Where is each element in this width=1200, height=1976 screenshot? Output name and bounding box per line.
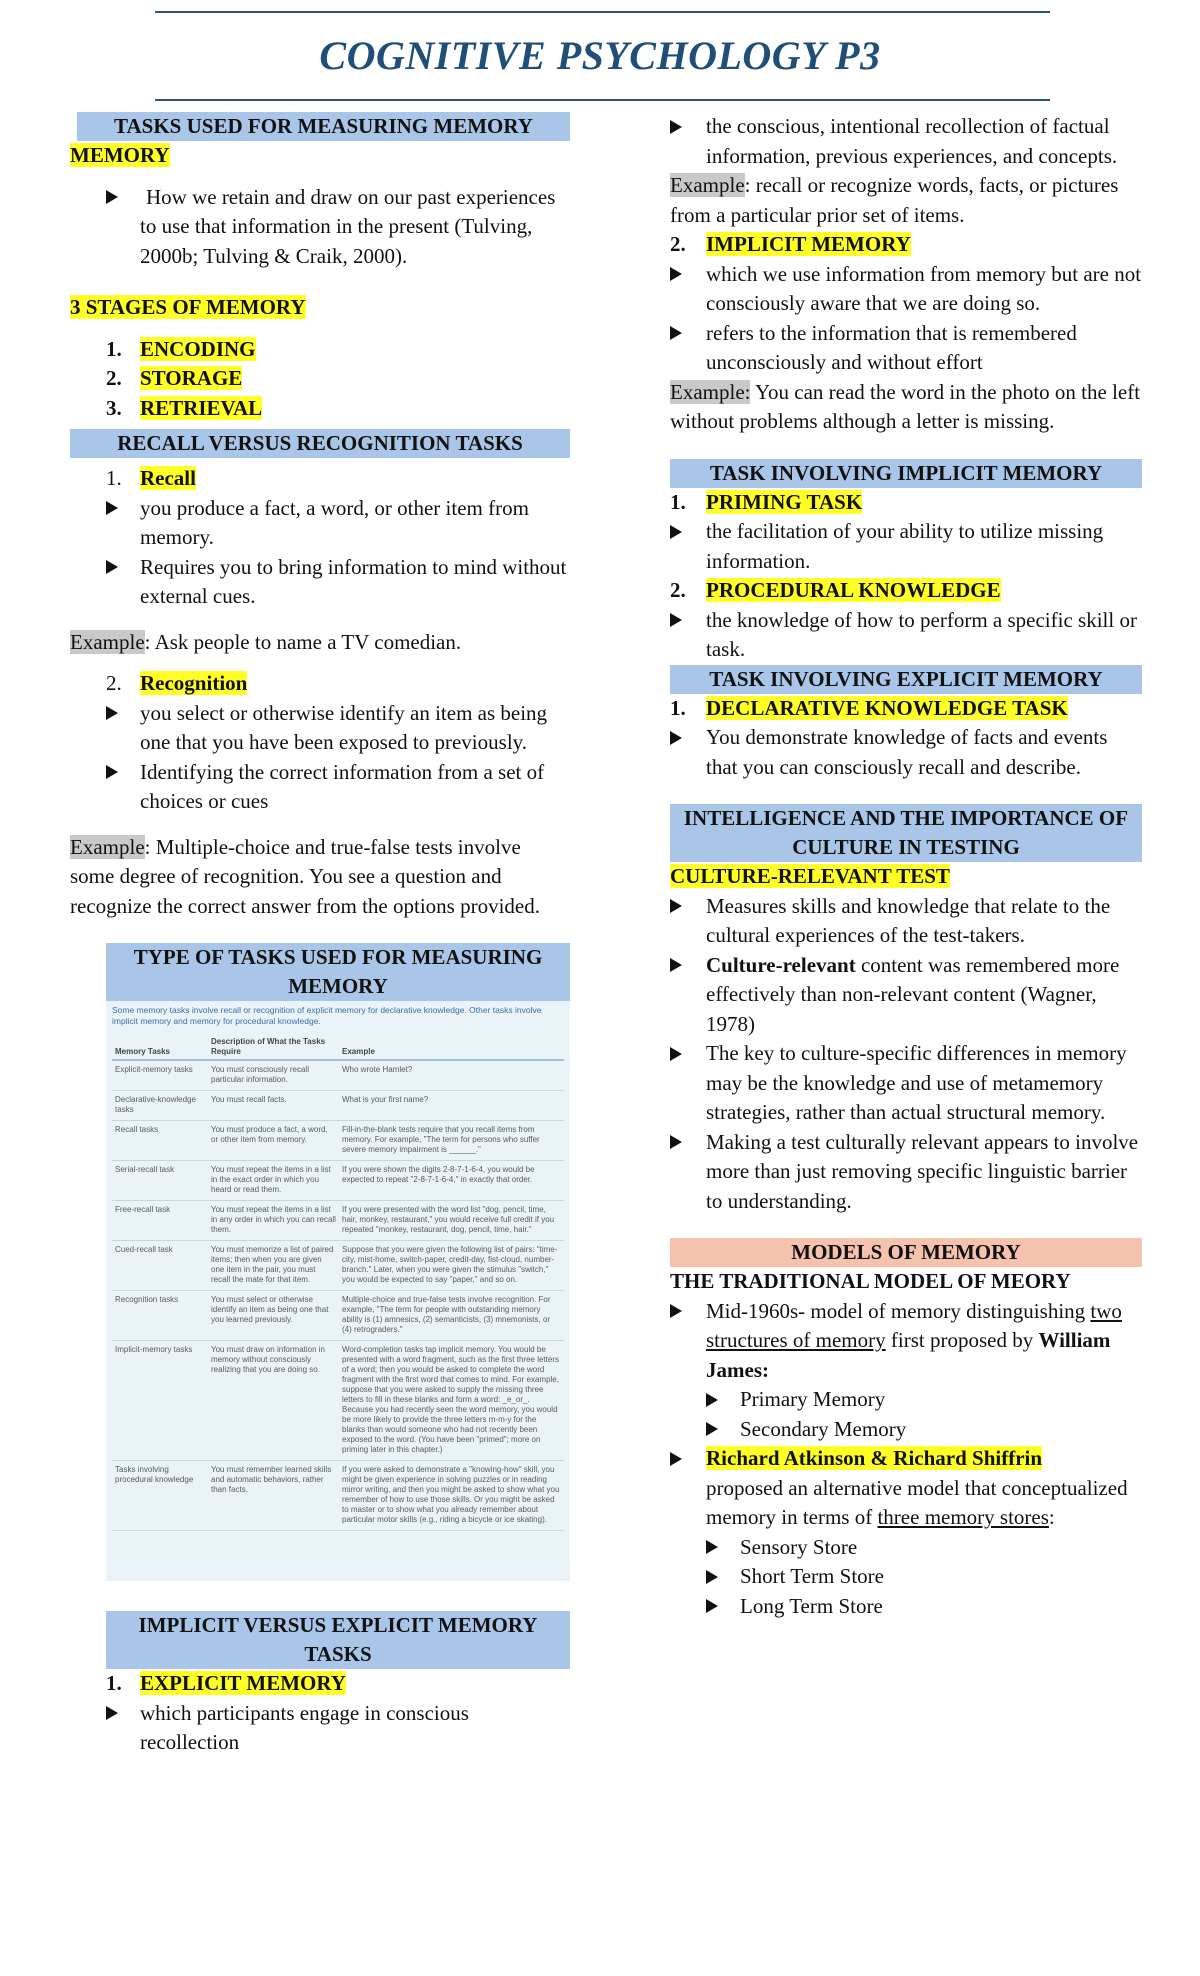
section-heading-implicit-vs-explicit: IMPLICIT VERSUS EXPLICIT MEMORY TASKS <box>106 1611 570 1669</box>
arrow-bullet-icon <box>106 699 118 729</box>
table-row <box>112 1341 564 1461</box>
table-row <box>112 1091 564 1121</box>
explicit-memory-item: 1. EXPLICIT MEMORY <box>106 1671 346 1695</box>
table-cell: You must consciously recall particular information. <box>208 1060 339 1091</box>
atkinson-sub-item-text: Long Term Store <box>740 1593 883 1618</box>
declarative-bullet: You demonstrate knowledge of facts and events that you can consciously recall and describe. <box>670 723 1142 782</box>
stage-label: ENCODING <box>140 336 256 361</box>
arrow-bullet-icon <box>670 1039 682 1069</box>
table-cell: You must select or otherwise identify an item as being one that you learned previously. <box>208 1291 339 1341</box>
traditional-model-heading: THE TRADITIONAL MODEL OF MEORY <box>670 1269 1071 1293</box>
arrow-bullet-icon <box>706 1592 718 1622</box>
table-row <box>112 1461 564 1531</box>
arrow-bullet-icon <box>106 494 118 524</box>
table-cell: Serial-recall task <box>112 1161 208 1201</box>
table-cell: You must repeat the items in a list in any order in which you can recall them. <box>208 1201 339 1241</box>
explicit-continued-bullet: the conscious, intentional recollection of factual information, previous experiences, and concepts. <box>670 112 1142 171</box>
arrow-bullet-icon <box>670 319 682 349</box>
stage-number: 3. <box>106 395 122 420</box>
stage-item <box>70 394 570 424</box>
implicit-memory-item: 2. IMPLICIT MEMORY <box>670 232 911 256</box>
section-heading-task-implicit: TASK INVOLVING IMPLICIT MEMORY <box>670 459 1142 488</box>
explicit-memory-bullet: which participants engage in conscious recollection <box>70 1699 570 1758</box>
recognition-item: 2. Recognition <box>106 671 248 695</box>
figure-caption: Some memory tasks involve recall or recognition of explicit memory for declarative knowledge. Other tasks involve implicit memory and memory for procedural knowledge. <box>112 1005 542 1026</box>
table-row <box>112 1121 564 1161</box>
procedural-knowledge-item: 2. PROCEDURAL KNOWLEDGE <box>670 578 1001 602</box>
atkinson-sub-item <box>670 1562 1142 1592</box>
table-cell: Tasks involving procedural knowledge <box>112 1461 208 1531</box>
section-heading-recall-vs-recognition: RECALL VERSUS RECOGNITION TASKS <box>70 429 570 458</box>
implicit-bullet <box>670 260 1142 319</box>
atkinson-sub-item <box>670 1533 1142 1563</box>
arrow-bullet-icon <box>670 723 682 753</box>
memory-tasks-table <box>112 1035 564 1531</box>
recall-bullet-text: Requires you to bring information to mind without external cues. <box>140 554 567 608</box>
stage-label: STORAGE <box>140 366 243 390</box>
arrow-bullet-icon <box>670 951 682 981</box>
traditional-sub-item-text: Secondary Memory <box>740 1416 907 1441</box>
implicit-example: Example: You can read the word in the photo on the left without problems although a letter is missing. <box>670 379 1141 433</box>
table-cell: If you were shown the digits 2-8-7-1-6-4, you would be expected to repeat "2-8-7-1-6-4," in exactly that order. <box>339 1161 564 1201</box>
recognition-bullet-text: you select or otherwise identify an item as being one that you have been exposed to previously. <box>140 700 548 754</box>
culture-label-line <box>670 862 1142 892</box>
atkinson-sub-list <box>670 1533 1142 1622</box>
memory-definition: How we retain and draw on our past experiences to use that information in the present (Tulving, 2000b; Tulving & Craik, 2000). <box>70 183 570 272</box>
arrow-bullet-icon <box>670 1297 682 1327</box>
table-cell: Cued-recall task <box>112 1241 208 1291</box>
implicit-bullet-text: which we use information from memory but are not consciously aware that we are doing so. <box>706 261 1142 315</box>
table-cell: Implicit-memory tasks <box>112 1341 208 1461</box>
table-cell: You must remember learned skills and automatic behaviors, rather than facts. <box>208 1461 339 1531</box>
title-rule <box>155 99 1050 101</box>
stages-label: 3 STAGES OF MEMORY <box>70 295 306 319</box>
stage-label: RETRIEVAL <box>140 395 263 420</box>
table-row <box>112 1291 564 1341</box>
atkinson-sub-item-text: Sensory Store <box>740 1534 858 1559</box>
recognition-bullet-text: Identifying the correct information from a set of choices or cues <box>140 759 545 813</box>
arrow-bullet-icon <box>106 183 118 213</box>
arrow-bullet-icon <box>670 112 682 142</box>
arrow-bullet-icon <box>670 260 682 290</box>
stage-item <box>70 335 570 365</box>
procedural-bullet: the knowledge of how to perform a specific skill or task. <box>670 606 1142 665</box>
section-heading-tasks: TASKS USED FOR MEASURING MEMORY <box>77 112 570 141</box>
declarative-knowledge-item: 1. DECLARATIVE KNOWLEDGE TASK <box>670 695 1068 720</box>
memory-label: MEMORY <box>70 143 170 167</box>
table-cell: Free-recall task <box>112 1201 208 1241</box>
section-heading-intelligence: INTELLIGENCE AND THE IMPORTANCE OF CULTURE IN TESTING <box>670 804 1142 862</box>
arrow-bullet-icon <box>670 1444 682 1474</box>
section-heading-task-explicit: TASK INVOLVING EXPLICIT MEMORY <box>670 665 1142 694</box>
table-row <box>112 1060 564 1091</box>
explicit-example: Example: recall or recognize words, facts, or pictures from a particular prior set of items. <box>670 173 1119 227</box>
arrow-bullet-icon <box>706 1562 718 1592</box>
traditional-sub-list <box>670 1385 1142 1444</box>
arrow-bullet-icon <box>706 1533 718 1563</box>
table-cell: Suppose that you were given the following list of pairs: "time-city, mist-home, switch-paper, credit-day, fist-cloud, number-branch." Later, when you were given the stimulus "switch," you would be expected to say "paper," and so on. <box>339 1241 564 1291</box>
table-cell: If you were presented with the word list "dog, pencil, time, hair, monkey, restaurant," you would receive full credit if you repeated "monkey, restaurant, dog, pencil, time, hair." <box>339 1201 564 1241</box>
table-header: Description of What the Tasks Require <box>208 1035 339 1060</box>
priming-task-item: 1. PRIMING TASK <box>670 489 863 514</box>
traditional-sub-item-text: Primary Memory <box>740 1387 886 1411</box>
arrow-bullet-icon <box>670 892 682 922</box>
right-column <box>670 112 1142 1621</box>
stages-list <box>70 335 570 424</box>
traditional-bullet: Mid-1960s- model of memory distinguishing two structures of memory first proposed by William James: <box>670 1297 1142 1386</box>
recall-item: 1. Recall <box>106 466 196 490</box>
section-heading-type-of-tasks: TYPE OF TASKS USED FOR MEASURING MEMORY <box>106 943 570 1001</box>
recognition-example: Example: Multiple-choice and true-false tests involve some degree of recognition. You see a question and recognize the correct answer from the options provided. <box>70 834 540 918</box>
table-cell: If you were asked to demonstrate a "knowing-how" skill, you might be given experience in solving puzzles or in reading mirror writing, and then you might be asked to show what you remember of how to use those skills. Or you might be asked to master or to show what you already remember about particular motor skills (e.g., riding a bicycle or ice skating). <box>339 1461 564 1531</box>
culture-bullet-4: Making a test culturally relevant appears to involve more than just removing specific linguistic barrier to understanding. <box>670 1128 1142 1217</box>
table-cell: Word-completion tasks tap implicit memory. You would be presented with a word fragment, such as the first three letters of a word; then you would be asked to complete the word fragment with the first word that comes to mind. For example, suppose that you were asked to supply the missing three letters to fill in these blanks and form a word: _e_or_. Because you had recently seen the word memory, you would be more likely to provide the three letters m-m-y for the blanks than would someone who had not recently been exposed to the word. (You have been "primed"; more on priming later in this chapter.) <box>339 1341 564 1461</box>
atkinson-sub-item <box>670 1592 1142 1622</box>
arrow-bullet-icon <box>106 553 118 583</box>
table-cell: You must produce a fact, a word, or other item from memory. <box>208 1121 339 1161</box>
stages-label-line <box>70 293 570 323</box>
memory-tasks-table-figure <box>106 1001 570 1581</box>
stage-item <box>70 364 570 394</box>
arrow-bullet-icon <box>670 1128 682 1158</box>
table-header: Example <box>339 1035 564 1060</box>
arrow-bullet-icon <box>670 606 682 636</box>
table-cell: Who wrote Hamlet? <box>339 1060 564 1091</box>
culture-bullet-2: Culture-relevant content was remembered more effectively than non-relevant content (Wagner, 1978) <box>670 951 1142 1040</box>
recall-bullets <box>70 494 570 612</box>
section-heading-models: MODELS OF MEMORY <box>670 1238 1142 1267</box>
table-cell: Declarative-knowledge tasks <box>112 1091 208 1121</box>
table-row <box>112 1241 564 1291</box>
recall-example: Example: Ask people to name a TV comedian. <box>70 629 462 654</box>
arrow-bullet-icon <box>706 1415 718 1445</box>
table-cell: You must draw on information in memory without consciously realizing that you are doing so. <box>208 1341 339 1461</box>
recall-bullet <box>70 553 570 612</box>
recall-bullet-text: you produce a fact, a word, or other item from memory. <box>140 495 529 549</box>
page-title: COGNITIVE PSYCHOLOGY P3 <box>319 33 881 78</box>
culture-bullet-1: Measures skills and knowledge that relate to the cultural experiences of the test-takers. <box>670 892 1142 951</box>
memory-label-line <box>70 141 570 171</box>
traditional-sub-item <box>670 1415 1142 1445</box>
table-cell: You must repeat the items in a list in the exact order in which you heard or read them. <box>208 1161 339 1201</box>
stage-number: 2. <box>106 366 122 390</box>
implicit-bullet <box>670 319 1142 378</box>
traditional-sub-item <box>670 1385 1142 1415</box>
atkinson-bullet: Richard Atkinson & Richard Shiffrin proposed an alternative model that conceptualized memory in terms of three memory stores: <box>670 1444 1142 1533</box>
table-cell: Recognition tasks <box>112 1291 208 1341</box>
table-cell: Multiple-choice and true-false tests involve recognition. For example, "The term for people with outstanding memory ability is (1) amnesics, (2) semanticists, (3) mnemonists, or (4) retrograders." <box>339 1291 564 1341</box>
top-rule <box>155 11 1050 13</box>
table-cell: Explicit-memory tasks <box>112 1060 208 1091</box>
table-cell: Fill-in-the-blank tests require that you recall items from memory. For example, "The term for persons who suffer severe memory impairment is ______." <box>339 1121 564 1161</box>
recognition-bullet <box>70 758 570 817</box>
table-cell: What is your first name? <box>339 1091 564 1121</box>
table-header: Memory Tasks <box>112 1035 208 1060</box>
stage-number: 1. <box>106 336 122 361</box>
recall-bullet <box>70 494 570 553</box>
table-cell: You must recall facts. <box>208 1091 339 1121</box>
culture-label: CULTURE-RELEVANT TEST <box>670 864 950 888</box>
culture-bullet-3: The key to culture-specific differences in memory may be the knowledge and use of metamemory strategies, rather than actual structural memory. <box>670 1039 1142 1128</box>
arrow-bullet-icon <box>706 1385 718 1415</box>
atkinson-sub-item-text: Short Term Store <box>740 1564 884 1588</box>
arrow-bullet-icon <box>106 1699 118 1729</box>
implicit-bullets <box>670 260 1142 378</box>
table-cell: Recall tasks <box>112 1121 208 1161</box>
recognition-bullet <box>70 699 570 758</box>
table-row <box>112 1161 564 1201</box>
recognition-bullets <box>70 699 570 817</box>
implicit-bullet-text: refers to the information that is remembered unconsciously and without effort <box>706 320 1077 374</box>
arrow-bullet-icon <box>670 517 682 547</box>
table-row <box>112 1201 564 1241</box>
arrow-bullet-icon <box>106 758 118 788</box>
priming-bullet: the facilitation of your ability to utilize missing information. <box>670 517 1142 576</box>
left-column <box>70 112 570 1758</box>
table-cell: You must memorize a list of paired items; then when you are given one item in the pair, you must recall the mate for that item. <box>208 1241 339 1291</box>
